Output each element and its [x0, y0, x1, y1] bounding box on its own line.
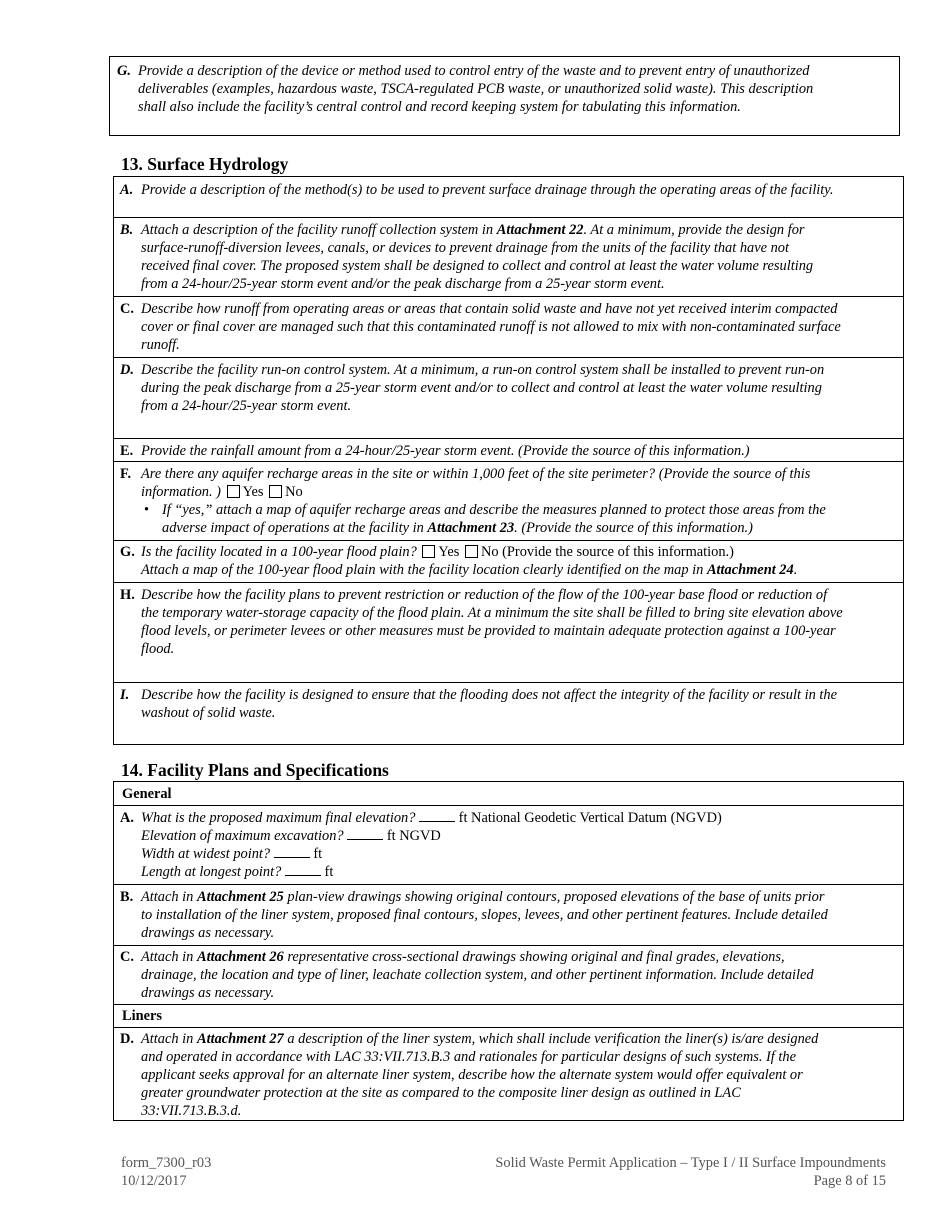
attachment-ref: Attachment 25	[196, 889, 284, 905]
item-text: Provide a description of the method(s) to be used to prevent surface drainage through the operating areas of the facility.	[141, 182, 834, 198]
attachment-ref: Attachment 26	[196, 949, 284, 965]
item-label: I.	[120, 687, 130, 703]
subheading-general: General	[122, 786, 172, 802]
item-label: C.	[120, 301, 134, 317]
row-divider	[114, 438, 903, 439]
section-14-table	[113, 781, 904, 1121]
row-divider	[114, 540, 903, 541]
item-text-line: cover or final cover are managed such that this contaminated runoff is not allowed to mix with non-contaminated surface	[141, 319, 841, 335]
item-text-line: from a 24-hour/25-year storm event and/or the peak discharge from a 25-year storm event.	[141, 276, 665, 292]
row-divider	[114, 884, 903, 885]
subheading-liners: Liners	[122, 1008, 162, 1024]
footer-title: Solid Waste Permit Application – Type I / II Surface Impoundments	[495, 1155, 886, 1171]
section-13-table	[113, 176, 904, 745]
attachment-ref: Attachment 24	[706, 562, 794, 578]
row-divider	[114, 945, 903, 946]
item-text-line: drainage, the location and type of liner, leachate collection system, and other pertinent information. Include detailed	[141, 967, 814, 983]
item-text-line: drawings as necessary.	[141, 985, 275, 1001]
excavation-question: Elevation of maximum excavation? ft NGVD	[141, 828, 441, 844]
item-text-line: Describe how runoff from operating areas or areas that contain solid waste and have not yet received interim compacted	[141, 301, 838, 317]
item-text-line: If “yes,” attach a map of aquifer recharge areas and describe the measures planned to protect those areas from the	[162, 502, 826, 518]
item-text-line: surface-runoff-diversion levees, canals, or devices to prevent drainage from the units of the facility that have not	[141, 240, 789, 256]
item-label: G.	[120, 544, 135, 560]
item-label: B.	[120, 889, 134, 905]
length-input[interactable]	[285, 863, 321, 876]
item-text-line: Describe how the facility plans to prevent restriction or reduction of the flow of the 100-year base flood or reduction of	[141, 587, 828, 603]
item-label: E.	[120, 443, 134, 459]
item-text-line: and operated in accordance with LAC 33:VII.713.B.3 and rationales for particular designs of such systems. If the	[141, 1049, 796, 1065]
item-label: A.	[120, 182, 134, 198]
item-text-line: Attach a map of the 100-year flood plain with the facility location clearly identified on the map in Attachment 24.	[141, 562, 798, 578]
row-divider	[114, 217, 903, 218]
item-text-line: during the peak discharge from a 25-year storm event and/or to collect and control at least the water volume resulting	[141, 380, 822, 396]
item-label: A.	[120, 810, 134, 826]
item-text-line: adverse impact of operations at the facility in Attachment 23. (Provide the source of this information.)	[162, 520, 753, 536]
row-divider	[114, 1027, 903, 1028]
item-text-line: flood.	[141, 641, 175, 657]
item-text-line: Describe the facility run-on control system. At a minimum, a run-on control system shall be installed to prevent run-on	[141, 362, 825, 378]
footer-form-id: form_7300_r03	[121, 1155, 212, 1171]
row-divider	[114, 805, 903, 806]
item-text-line: deliverables (examples, hazardous waste, TSCA-regulated PCB waste, or unauthorized solid waste). This description	[138, 81, 814, 97]
section-13-heading: 13. Surface Hydrology	[121, 154, 289, 174]
section-14-heading: 14. Facility Plans and Specifications	[121, 760, 389, 780]
footer-date: 10/12/2017	[121, 1173, 187, 1189]
item-text-line: runoff.	[141, 337, 180, 353]
item-text-line: greater groundwater protection at the site as compared to the composite liner design as outlined in LAC	[141, 1085, 741, 1101]
item-label: B.	[120, 222, 134, 238]
item-text-line: Provide a description of the device or method used to control entry of the waste and to prevent entry of unauthorized	[138, 63, 810, 79]
yes-no-line: information. ) Yes No	[141, 484, 303, 500]
attachment-ref: Attachment 22	[496, 222, 584, 238]
attachment-ref: Attachment 27	[196, 1031, 284, 1047]
row-divider	[114, 582, 903, 583]
item-label: F.	[120, 466, 132, 482]
yes-no-line: Is the facility located in a 100-year flood plain? Yes No (Provide the source of this information.)	[141, 544, 734, 560]
item-text-line: to installation of the liner system, proposed final contours, slopes, levees, and other pertinent features. Include detailed	[141, 907, 828, 923]
section-g-box	[109, 56, 900, 136]
item-label: H.	[120, 587, 135, 603]
item-label: G.	[117, 63, 131, 79]
item-text-line: Attach in Attachment 27 a description of the liner system, which shall include verification the liner(s) is/are designed	[141, 1031, 819, 1047]
row-divider	[114, 296, 903, 297]
excavation-input[interactable]	[347, 827, 383, 840]
no-checkbox[interactable]	[465, 545, 478, 558]
item-text-line: drawings as necessary.	[141, 925, 275, 941]
item-text-line: Attach in Attachment 25 plan-view drawings showing original contours, proposed elevations of the base of units prior	[141, 889, 825, 905]
item-text-line: Are there any aquifer recharge areas in the site or within 1,000 feet of the site perimeter? (Provide the source of this	[141, 466, 811, 482]
item-text-line: Attach in Attachment 26 representative cross-sectional drawings showing original and final grades, elevations,	[141, 949, 785, 965]
yes-checkbox[interactable]	[227, 485, 240, 498]
item-text-line: Attach a description of the facility runoff collection system in Attachment 22. At a minimum, provide the design for	[141, 222, 805, 238]
item-text-line: received final cover. The proposed system shall be designed to collect and control at least the water volume resulting	[141, 258, 814, 274]
row-divider	[114, 461, 903, 462]
elevation-question: What is the proposed maximum final elevation? ft National Geodetic Vertical Datum (NGVD)	[141, 810, 722, 826]
width-question: Width at widest point? ft	[141, 846, 323, 862]
item-text: Provide the rainfall amount from a 24-hour/25-year storm event. (Provide the source of this information.)	[141, 443, 750, 459]
item-label: D.	[120, 1031, 134, 1047]
item-text-line: 33:VII.713.B.3.d.	[141, 1103, 242, 1119]
item-text-line: applicant seeks approval for an alternate liner system, describe how the alternate system would offer equivalent or	[141, 1067, 803, 1083]
bullet-icon: •	[144, 502, 150, 518]
item-text-line: from a 24-hour/25-year storm event.	[141, 398, 352, 414]
row-divider	[114, 682, 903, 683]
no-checkbox[interactable]	[269, 485, 282, 498]
item-text-line: shall also include the facility’s central control and record keeping system for tabulating this information.	[138, 99, 741, 115]
yes-checkbox[interactable]	[422, 545, 435, 558]
max-elevation-input[interactable]	[419, 809, 455, 822]
item-text-line: Describe how the facility is designed to ensure that the flooding does not affect the integrity of the facility or result in the	[141, 687, 837, 703]
row-divider	[114, 357, 903, 358]
width-input[interactable]	[274, 845, 310, 858]
footer-page-number: Page 8 of 15	[813, 1173, 886, 1189]
attachment-ref: Attachment 23	[427, 520, 515, 536]
item-text-line: flood levels, or perimeter levees or other measures must be provided to maintain adequate protection against a 100-year	[141, 623, 836, 639]
row-divider	[114, 1004, 903, 1005]
length-question: Length at longest point? ft	[141, 864, 334, 880]
item-label: C.	[120, 949, 134, 965]
item-text-line: the temporary water-storage capacity of the flood plain. At a minimum the site shall be filled to bring site elevation above	[141, 605, 843, 621]
item-text-line: washout of solid waste.	[141, 705, 276, 721]
item-label: D.	[120, 362, 134, 378]
